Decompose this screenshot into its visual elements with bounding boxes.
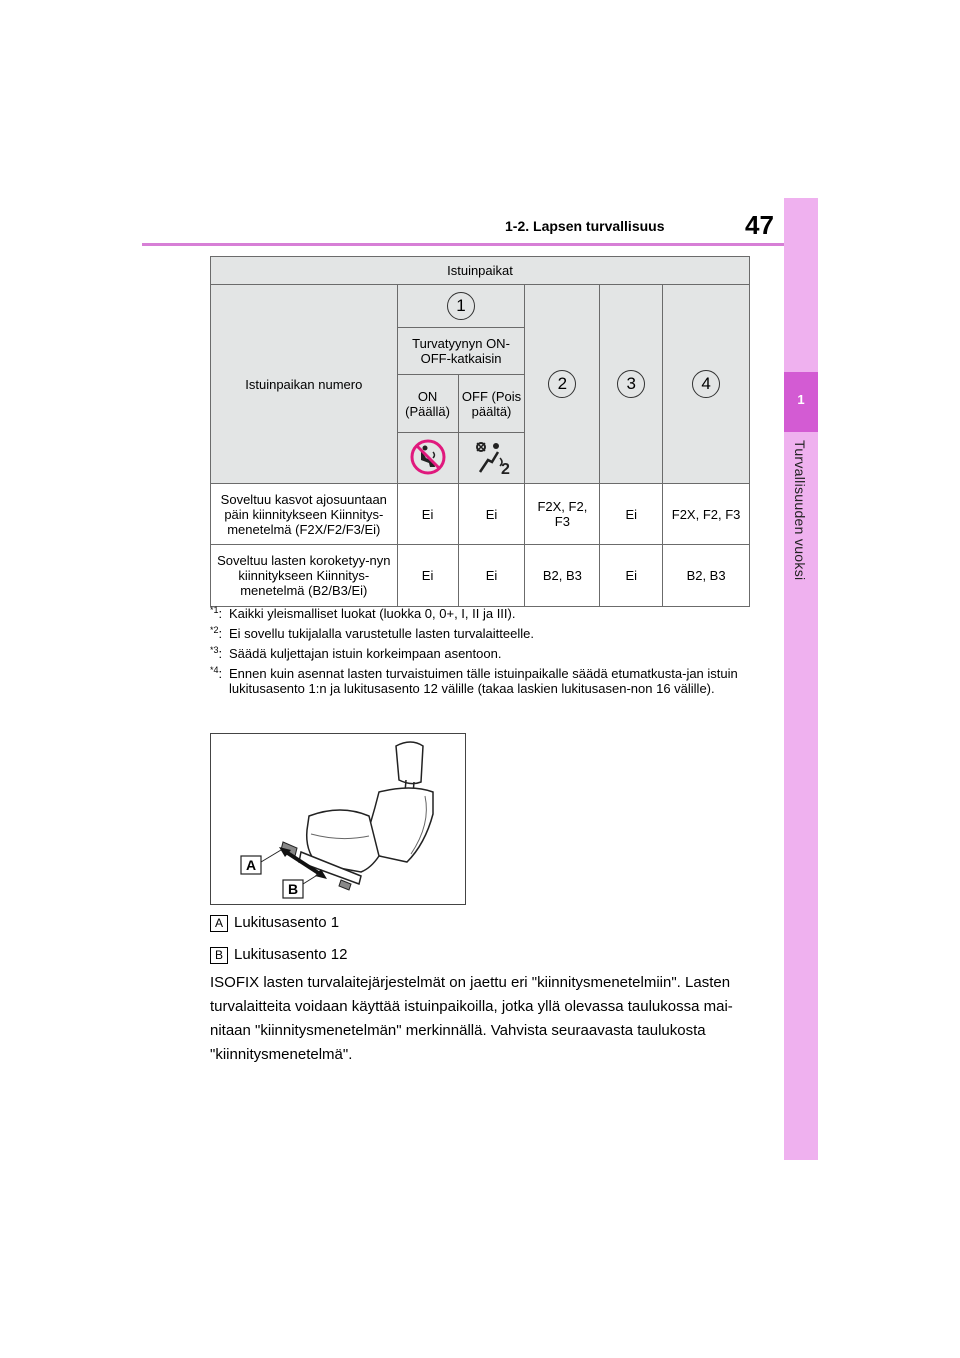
svg-text:2: 2 bbox=[500, 460, 510, 476]
footnote-text: Ei sovellu tukijalalla varustetulle lasten turvalaitteelle. bbox=[229, 626, 534, 641]
header-rule bbox=[142, 243, 786, 246]
legend-text: Lukitusasento 1 bbox=[234, 914, 340, 931]
seat-position-illustration bbox=[210, 733, 466, 905]
legend-item-b bbox=[210, 946, 347, 964]
airbag-on-header: ON (Päällä) bbox=[397, 375, 458, 433]
table-cell: F2X, F2, F3 bbox=[663, 484, 750, 545]
table-cell: Ei bbox=[600, 545, 663, 607]
seat-3-header bbox=[600, 285, 663, 484]
footnote-text: Kaikki yleismalliset luokat (luokka 0, 0+, I, II ja III). bbox=[229, 606, 516, 621]
seat-number-3: 3 bbox=[617, 370, 645, 398]
legend-item-a bbox=[210, 914, 339, 932]
footnote-3: $^{*3}$: Säädä kuljettajan istuin korkeimpaan asentoon. bbox=[210, 645, 502, 661]
airbag-off-icon bbox=[408, 438, 448, 476]
seat-2-header bbox=[525, 285, 600, 484]
table-cell: Ei bbox=[458, 484, 525, 545]
footnote-text: Säädä kuljettajan istuin korkeimpaan asentoon. bbox=[229, 646, 502, 661]
footnote-2: $^{*2}$: Ei sovellu tukijalalla varustetulle lasten turvalaitteelle. bbox=[210, 625, 534, 641]
airbag-switch-header: Turvatyynyn ON-OFF-katkaisin bbox=[397, 328, 525, 375]
table-cell: B2, B3 bbox=[663, 545, 750, 607]
footnote-marker: *4 bbox=[210, 665, 219, 675]
legend-key: A bbox=[210, 915, 228, 932]
seat-4-header bbox=[663, 285, 750, 484]
row-header: Istuinpaikan numero bbox=[211, 285, 398, 484]
footnote-1: $^{*1}$: Kaikki yleismalliset luokat (luokka 0, 0+, I, II ja III). bbox=[210, 605, 516, 621]
chapter-title: Turvallisuuden vuoksi bbox=[792, 440, 808, 581]
table-cell: Ei bbox=[397, 484, 458, 545]
seating-position-table bbox=[210, 256, 750, 607]
seat-number-1: 1 bbox=[447, 292, 475, 320]
seat-number-2: 2 bbox=[548, 370, 576, 398]
isofix-paragraph: ISOFIX lasten turvalaitejärjestelmät on jaettu eri "kiinnitysmenetelmiin". Lasten turvalaitteita voidaan käyttää istuinpaikoilla, jotka yllä olevassa taulukossa mai-nitaan "kiinnitysmenetelmän" merkinnällä. Vahvista seuraavasta taulukosta "kiinnitysmenetelmä". bbox=[210, 974, 733, 1063]
chapter-number: 1 bbox=[797, 392, 805, 407]
passenger-airbag-icon bbox=[470, 438, 514, 476]
footnote-text: Ennen kuin asennat lasten turvaistuimen tälle istuinpaikalle säädä etumatkusta-jan istuin lukitusasento 1:n ja lukitusasento 12 välille (takaa laskien lukitusasen-non 16 välille). bbox=[229, 666, 738, 696]
seat-drawing bbox=[211, 734, 465, 904]
row-forward-facing-label: Soveltuu kasvot ajosuuntaan päin kiinnitykseen Kiinnitys-menetelmä (F2X/F2/F3/Ei) bbox=[211, 484, 398, 545]
figure-label-b: B bbox=[287, 881, 299, 897]
airbag-off-header: OFF (Pois päältä) bbox=[458, 375, 525, 433]
footnotes bbox=[210, 606, 750, 701]
table-cell: Ei bbox=[397, 545, 458, 607]
table-cell: F2X, F2, F3 bbox=[525, 484, 600, 545]
seat-number-4: 4 bbox=[692, 370, 720, 398]
airbag-on-icon-cell bbox=[397, 433, 458, 484]
table-cell: B2, B3 bbox=[525, 545, 600, 607]
table-cell: Ei bbox=[600, 484, 663, 545]
footnote-marker: *3 bbox=[210, 645, 219, 655]
footnote-marker: *1 bbox=[210, 605, 219, 615]
page-number: 47 bbox=[745, 210, 774, 240]
section-title: 1-2. Lapsen turvallisuus bbox=[505, 218, 665, 234]
chapter-side-tab bbox=[784, 198, 818, 1160]
table-cell: Ei bbox=[458, 545, 525, 607]
legend-text: Lukitusasento 12 bbox=[234, 946, 348, 963]
footnote-marker: *2 bbox=[210, 625, 219, 635]
legend-key: B bbox=[210, 947, 228, 964]
airbag-off-icon-cell bbox=[458, 433, 525, 484]
table-title: Istuinpaikat bbox=[211, 257, 750, 285]
seat-1-header bbox=[397, 285, 525, 328]
figure-label-a: A bbox=[245, 857, 257, 873]
footnote-4: $^{*4}$: Ennen kuin asennat lasten turvaistuimen tälle istuinpaikalle säädä etumatkusta-jan istuin lukitusasento 1:n ja lukitusasento 12 välille (takaa laskien lukitusasen-non 16 välille). bbox=[210, 665, 738, 696]
row-booster-label: Soveltuu lasten koroketyy-nyn kiinnitykseen Kiinnitys-menetelmä (B2/B3/Ei) bbox=[211, 545, 398, 607]
